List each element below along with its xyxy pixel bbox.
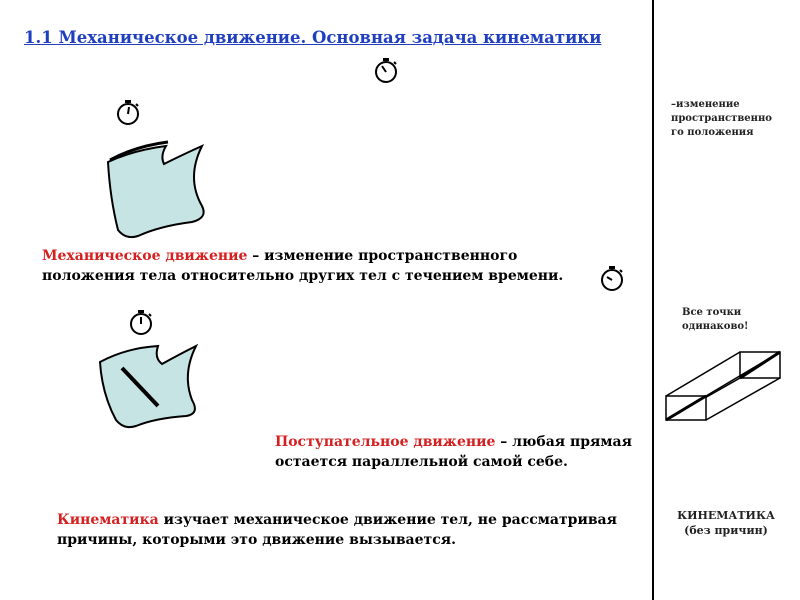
- body-shape-rotated: [100, 138, 215, 243]
- sidebar-note-line: Все точки: [682, 307, 742, 318]
- definition-mechanical-motion: [42, 246, 563, 286]
- definition-text: – изменение пространственного: [247, 248, 518, 264]
- definition-text: изучает механическое движение тел, не рассматривая: [158, 512, 617, 528]
- definition-text: положения тела относительно других тел с течением времени.: [42, 268, 564, 284]
- sidebar-note-line: пространственно: [671, 113, 772, 124]
- stopwatch-icon: [600, 266, 624, 292]
- sidebar-note-points: [682, 306, 748, 334]
- stopwatch-icon: [374, 58, 398, 84]
- kinematics-subtitle: (без причин): [684, 524, 768, 537]
- body-shape-translated: [96, 334, 206, 432]
- definition-translational-motion: [275, 432, 632, 472]
- kinematics-heading: КИНЕМАТИКА: [677, 509, 775, 522]
- stopwatch-icon: [116, 100, 140, 126]
- page-title: 1.1 Механическое движение. Основная задача кинематики: [24, 28, 602, 47]
- stopwatch-icon: [129, 310, 153, 336]
- term-kinematics: Кинематика: [57, 512, 159, 528]
- sidebar-note-line: одинаково!: [682, 321, 749, 332]
- definition-kinematics: [57, 510, 617, 550]
- definition-text: – любая прямая: [495, 434, 632, 450]
- sidebar-note-line: –изменение: [671, 99, 740, 110]
- term-translational-motion: Поступательное движение: [275, 434, 496, 450]
- sidebar-note-line: го положения: [671, 127, 754, 138]
- term-mechanical-motion: Механическое движение: [42, 248, 248, 264]
- definition-text: остается параллельной самой себе.: [275, 454, 568, 470]
- sidebar-note-change: [671, 98, 772, 140]
- prism-diagram: [662, 350, 786, 422]
- sidebar-kinematics-label: [666, 508, 786, 538]
- definition-text: причины, которыми это движение вызывается.: [57, 532, 456, 548]
- sidebar-divider: [652, 0, 654, 600]
